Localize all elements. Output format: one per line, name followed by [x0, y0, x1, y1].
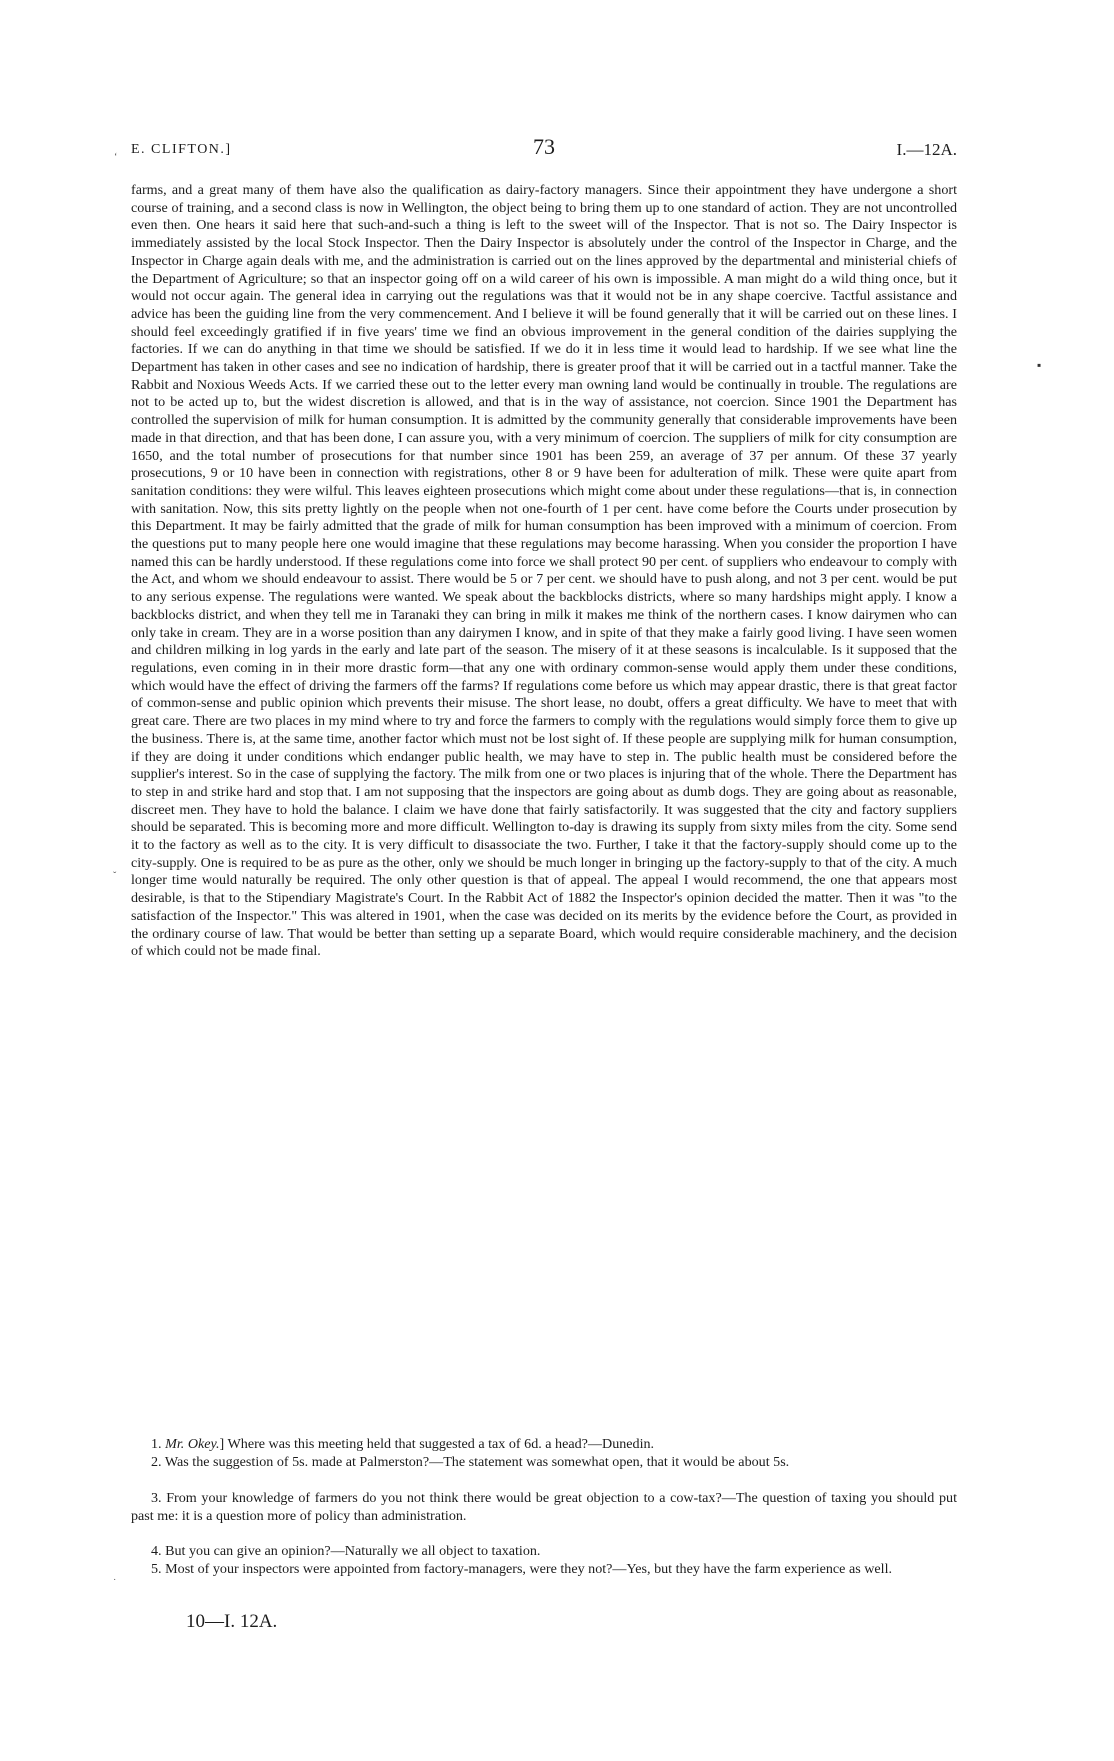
qa-number: 2.: [151, 1454, 162, 1470]
question-answer-item: [131, 1454, 957, 1472]
page-number: 73: [533, 134, 555, 159]
question-answer-item: [131, 1436, 957, 1454]
qa-text: From your knowledge of farmers do you not think there would be great objection to a cow-tax?—The question of taxing you should put past me: it is a question more of policy than administration.: [131, 1490, 957, 1524]
margin-mark: ‘: [114, 152, 118, 163]
qa-speaker: Mr. Okey.: [165, 1436, 220, 1452]
qa-number: 1.: [151, 1436, 162, 1452]
margin-mark: ▪: [1037, 358, 1042, 372]
signature-mark: 10—I. 12A.: [186, 1611, 278, 1632]
question-answer-item: [131, 1490, 957, 1525]
qa-number: 3.: [151, 1490, 162, 1506]
running-head-author: E. CLIFTON.]: [131, 142, 232, 157]
page-header: [131, 134, 957, 162]
qa-text: Most of your inspectors were appointed from factory-managers, were they not?—Yes, but they have the farm experience as well.: [165, 1561, 893, 1577]
document-reference: I.—12A.: [896, 140, 957, 159]
question-answer-item: [131, 1543, 957, 1561]
question-answer-item: [131, 1561, 957, 1579]
margin-mark: ˙: [113, 1578, 117, 1589]
qa-number: 5.: [151, 1561, 162, 1577]
margin-mark: ˇ: [113, 871, 117, 882]
qa-number: 4.: [151, 1543, 162, 1559]
qa-text: Was the suggestion of 5s. made at Palmerston?—The statement was somewhat open, that it would be about 5s.: [164, 1454, 790, 1470]
evidence-paragraph: farms, and a great many of them have also the qualification as dairy-factory managers. Since their appointment they have undergone a short course of training, and a second class is now in Wellington, the object being to bring them up to one standard of action. They are not uncontrolled even then. One hears it said here that such-and-such a thing is left to the sweet will of the Inspector. That is not so. The Dairy Inspector is immediately assisted by the local Stock Inspector. Then the Dairy Inspector is absolutely under the control of the Inspector in Charge, and the Inspector in Charge again deals with me, and the administration is carried out on the lines approved by the departmental and ministerial chiefs of the Department of Agriculture; so that an inspector going off on a wild career of his own is impossible. A man might do a wild thing once, but it would not occur again. The general idea in carrying out the regulations was that it would not be in any shape coercive. Tactful assistance and advice has been the guiding line from the very commencement. And I believe it will be found generally that it will be carried out on these lines. I should feel exceedingly gratified if in five years' time we find an obvious improvement in the general condition of the dairies supplying the factories. If we can do anything in that time we should be satisfied. If we do it in less time it would lead to hardship. If we see what line the Department has taken in other cases and see no indication of hardship, there is greater proof that it will be carried out in a tactful manner. Take the Rabbit and Noxious Weeds Acts. If we carried these out to the letter every man owning land would be continually in trouble. The regulations are not to be acted up to, but the widest discretion is allowed, and that is in the way of assistance, not coercion. Since 1901 the Department has controlled the supervision of milk for human consumption. It is admitted by the community generally that considerable improvements have been made in that direction, and that has been done, I can assure you, with a very minimum of coercion. The suppliers of milk for city consumption are 1650, and the total number of prosecutions for that number since 1901 has been 259, an average of 37 per annum. Of these 37 yearly prosecutions, 9 or 10 have been in connection with registrations, other 8 or 9 have been for adulteration of milk. These were quite apart from sanitation conditions: they were wilful. This leaves eighteen prosecutions which might come about under these regulations—that is, in connection with sanitation. Now, this sits pretty lightly on the people when not one-fourth of 1 per cent. have come before the Courts under prosecution by this Department. It may be fairly admitted that the grade of milk for human consumption has been improved with a minimum of coercion. From the questions put to many people here one would imagine that these regulations may become harassing. When you consider the proportion I have named this can be hardly understood. If these regulations come into force we shall protect 90 per cent. of suppliers who endeavour to comply with the Act, and whom we should endeavour to assist. There would be 5 or 7 per cent. we should have to push along, and not 3 per cent. would be put to any serious expense. The regulations were wanted. We speak about the backblocks districts, where so many hardships might apply. I know a backblocks district, and when they tell me in Taranaki they can bring in milk it makes me think of the northern cases. I know dairymen who can only take in cream. They are in a worse position than any dairymen I know, and in spite of that they make a fairly good living. I have seen women and children milking in log yards in the early and late part of the season. The misery of it at these seasons is incalculable. Is it supposed that the regulations, even coming in in their more drastic form—that any one with ordinary common-sense would apply them under these conditions, which would have the effect of driving the farmers off the farms? If regulations come before us which may appear drastic, there is that great factor of common-sense and public opinion which prevents their misuse. The short lease, no doubt, offers a great difficulty. We have to meet that with great care. There are two places in my mind where to try and force the farmers to comply with the regulations would simply force them to give up the business. There is, at the same time, another factor which must not be lost sight of. If these people are supplying milk for human consumption, if they are doing it under conditions which endanger public health, we may have to step in. The public health must be considered before the supplier's interest. So in the case of supplying the factory. The milk from one or two places is injuring that of the whole. There the Department has to step in and strike hard and stop that. I am not supposing that the inspectors are going about as dumb dogs. They are going about as reasonable, discreet men. They have to hold the balance. I claim we have done that fairly satisfactorily. It was suggested that the city and factory suppliers should be separated. This is becoming more and more difficult. Wellington to-day is drawing its supply from sixty miles from the city. Some send it to the factory as well as to the city. It is very difficult to disassociate the two. Further, I take it that the factory-supply should come up to the city-supply. One is required to be as pure as the other, only we should be much longer in bringing up the factory-supply to that of the city. A much longer time would naturally be required. The only other question is that of appeal. The appeal I would recommend, the one that appears most desirable, is that to the Stipendiary Magistrate's Court. In the Rabbit Act of 1882 the Inspector's opinion decided the matter. Then it was "to the satisfaction of the Inspector." This was altered in 1901, when the case was decided on its merits by the evidence before the Court, as provided in the ordinary course of law. That would be better than setting up a separate Board, which would require considerable machinery, and the decision of which could not be made final.: [131, 182, 957, 960]
qa-text: ] Where was this meeting held that suggested a tax of 6d. a head?—Dunedin.: [219, 1436, 655, 1452]
qa-text: But you can give an opinion?—Naturally we all object to taxation.: [165, 1543, 541, 1559]
